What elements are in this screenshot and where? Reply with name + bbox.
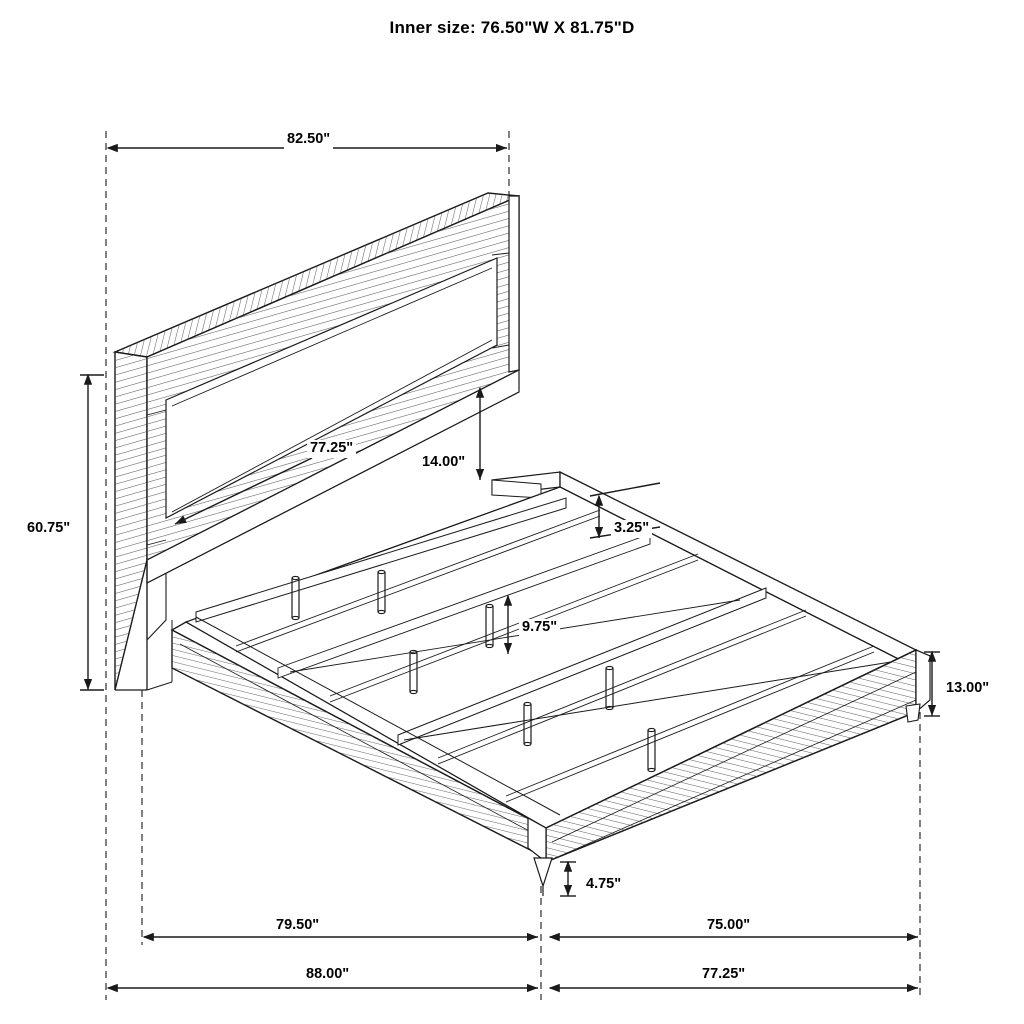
dimension-label-headboard-panel-height: 77.25" [307, 440, 356, 458]
dimension-label-overall-left-depth: 88.00" [303, 966, 352, 984]
dimension-label-overall-height: 60.75" [24, 520, 73, 538]
dimension-label-foot-leg-height: 4.75" [583, 876, 624, 894]
page-title: Inner size: 76.50"W X 81.75"D [389, 18, 635, 37]
dimension-label-footboard-height: 13.00" [943, 680, 992, 698]
dimension-label-slat-clearance: 9.75" [519, 619, 560, 637]
dimension-label-left-depth: 79.50" [273, 917, 322, 935]
dimension-label-side-rail-thickness: 3.25" [611, 520, 652, 538]
dimension-label-rail-to-headboard-top: 14.00" [419, 454, 468, 472]
dimension-label-overall-right-depth: 77.25" [699, 966, 748, 984]
dimension-label-right-depth: 75.00" [704, 917, 753, 935]
dimension-label-headboard-width: 82.50" [284, 131, 333, 149]
